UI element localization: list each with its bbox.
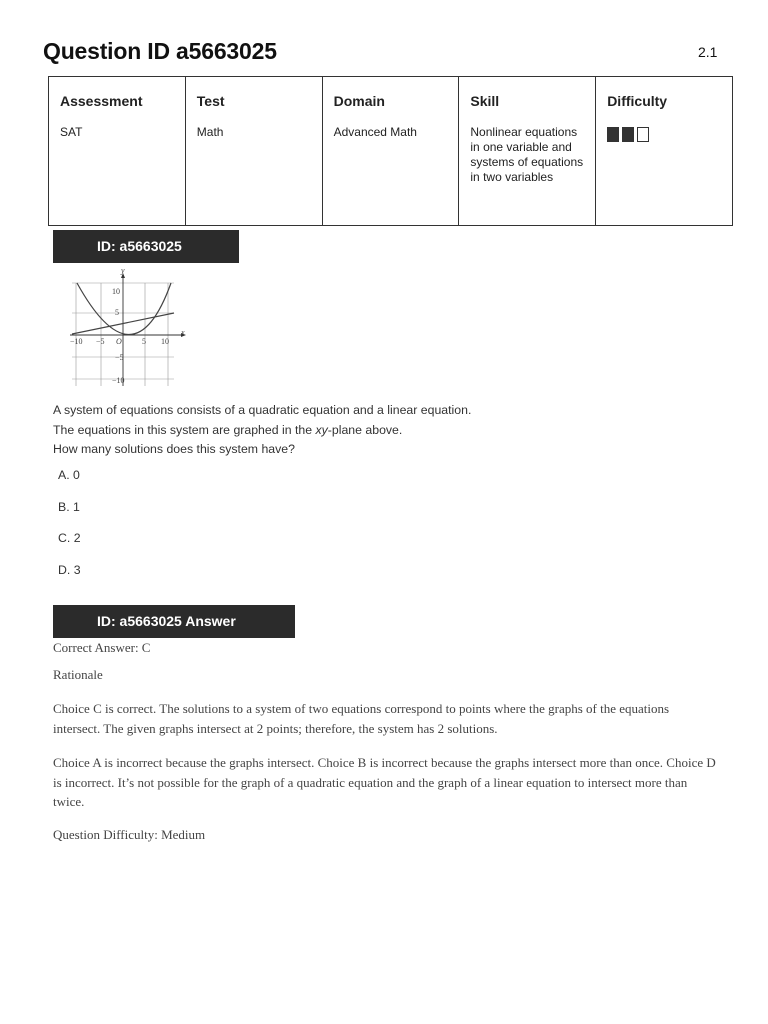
rationale-paragraph-incorrect: Choice A is incorrect because the graphs intersect. Choice B is incorrect because the graphs intersect more than once. Choice D is incorrect. It’s not possible for the graph of a quadratic equation and the graph of a linear equation to intersect more than twice. — [53, 755, 716, 809]
question-text-part: -plane above. — [327, 422, 403, 437]
value-skill: Nonlinear equations in one variable and systems of equations in two variables — [459, 121, 596, 226]
correct-answer: Correct Answer: C — [53, 640, 151, 655]
parabola-curve — [77, 283, 171, 335]
value-difficulty — [596, 121, 733, 226]
page-number: 2.1 — [698, 44, 718, 60]
question-prompt: How many solutions does this system have? — [53, 442, 295, 456]
question-text — [53, 401, 493, 460]
page-title: Question ID a5663025 — [43, 38, 277, 64]
question-text-part: A system of equations consists of a quadratic equation and a linear equation. The equations in this system are graphed in the — [53, 403, 472, 437]
choice-b: B. 1 — [58, 500, 80, 514]
graph-x-tick-label: −5 — [96, 337, 105, 346]
graph-x-tick-label: 5 — [142, 337, 146, 346]
graph-axis-label-x: x — [181, 328, 185, 337]
rationale-heading: Rationale — [53, 667, 103, 682]
question-text-variable: xy — [315, 422, 328, 437]
difficulty-bar-empty — [637, 127, 649, 142]
choice-c: C. 2 — [58, 531, 81, 545]
graph-axis-label-y: y — [121, 266, 125, 275]
question-difficulty: Question Difficulty: Medium — [53, 827, 206, 842]
header-difficulty: Difficulty — [596, 77, 733, 122]
graph-x-tick-label: −10 — [70, 337, 83, 346]
graph-y-tick-label: 10 — [112, 287, 120, 296]
graph-y-tick-label: 5 — [115, 308, 119, 317]
difficulty-bar-filled — [607, 127, 619, 142]
graph-y-tick-label: −10 — [112, 376, 125, 385]
difficulty-bar-filled — [622, 127, 634, 142]
header-skill: Skill — [459, 77, 596, 122]
value-domain: Advanced Math — [322, 121, 459, 226]
answer-id-banner: ID: a5663025 Answer — [53, 605, 295, 638]
question-id-banner: ID: a5663025 — [53, 230, 239, 263]
graph-x-tick-label: 10 — [161, 337, 169, 346]
choice-a: A. 0 — [58, 468, 80, 482]
header-assessment: Assessment — [49, 77, 186, 122]
graph-y-tick-label: −5 — [115, 353, 124, 362]
difficulty-indicator — [607, 127, 722, 142]
header-domain: Domain — [322, 77, 459, 122]
question-graph — [60, 264, 192, 390]
header-test: Test — [185, 77, 322, 122]
value-assessment: SAT — [49, 121, 186, 226]
value-test: Math — [185, 121, 322, 226]
rationale-paragraph-correct: Choice C is correct. The solutions to a system of two equations correspond to points where the graphs of the equations intersect. The given graphs intersect at 2 points; therefore, the system has 2 solutions. — [53, 701, 670, 736]
choice-d: D. 3 — [58, 563, 81, 577]
graph-origin-label: O — [116, 337, 122, 346]
question-meta-table — [48, 76, 733, 226]
